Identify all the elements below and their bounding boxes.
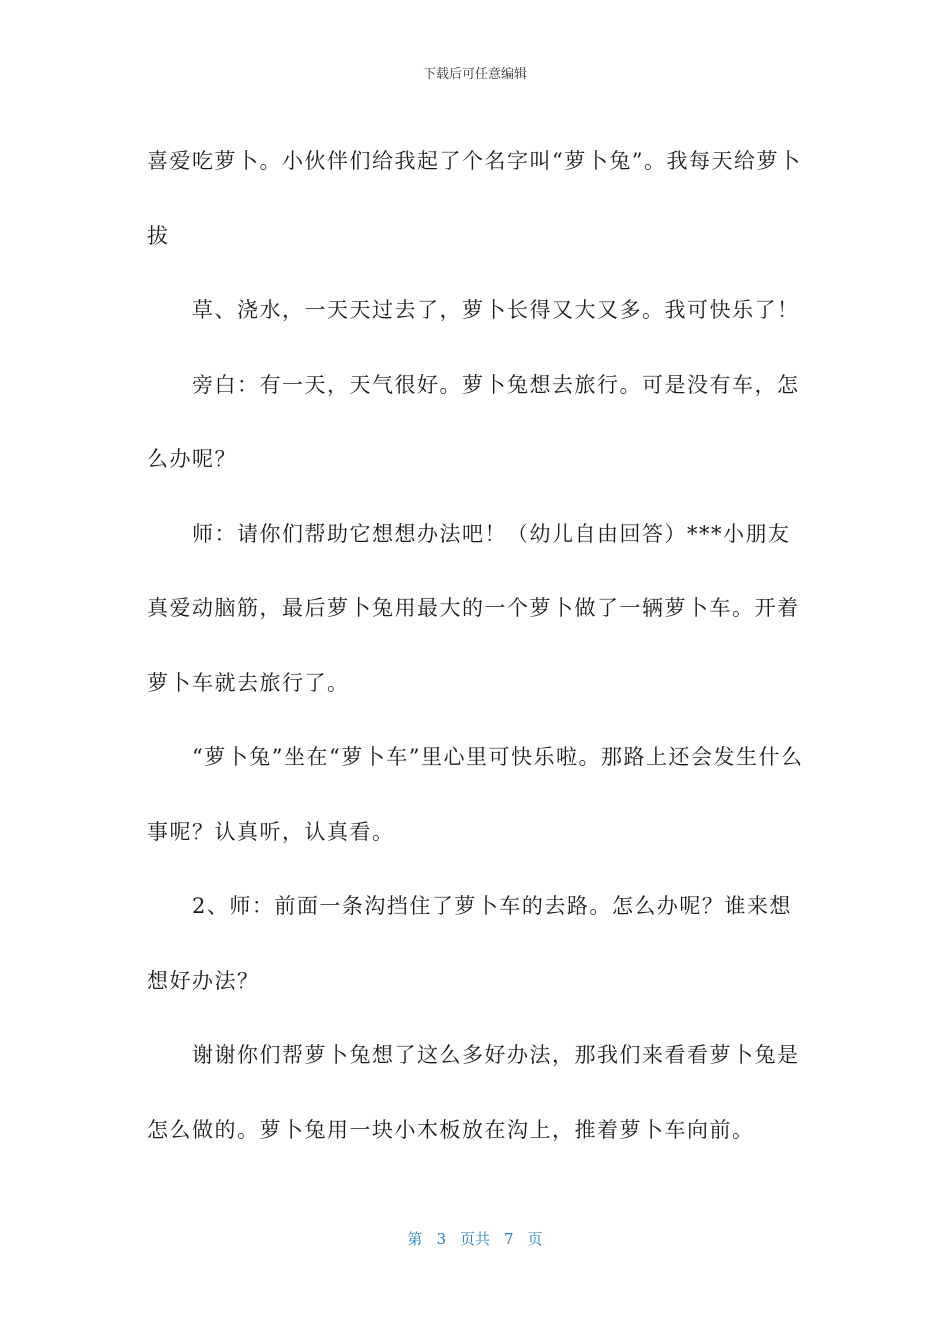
page-footer bbox=[0, 1229, 950, 1249]
document-body bbox=[147, 124, 807, 1167]
footer-label-page: 第 bbox=[407, 1230, 423, 1248]
header-text: 下载后可任意编辑 bbox=[422, 67, 527, 82]
page-header bbox=[0, 66, 950, 84]
footer-label-total-suffix: 页 bbox=[527, 1230, 543, 1248]
paragraph-4: 师：请你们帮助它想想办法吧！（幼儿自由回答）***小朋友真爱动脑筋，最后萝卜兔用最大的一个萝卜做了一辆萝卜车。开着萝卜车就去旅行了。 bbox=[147, 521, 800, 695]
paragraph-6: 2、师：前面一条沟挡住了萝卜车的去路。怎么办呢？谁来想想好办法？ bbox=[147, 894, 792, 993]
paragraph-1: 喜爱吃萝卜。小伙伴们给我起了个名字叫“萝卜兔”。我每天给萝卜拔 bbox=[147, 149, 802, 248]
footer-current-page: 3 bbox=[436, 1230, 446, 1248]
paragraph-2: 草、浇水，一天天过去了，萝卜长得又大又多。我可快乐了！ bbox=[192, 298, 800, 322]
paragraph-5: “萝卜兔”坐在“萝卜车”里心里可快乐啦。那路上还会发生什么事呢？认真听，认真看。 bbox=[147, 745, 804, 844]
paragraph-3: 旁白：有一天，天气很好。萝卜兔想去旅行。可是没有车，怎么办呢？ bbox=[147, 372, 800, 471]
paragraph-7: 谢谢你们帮萝卜兔想了这么多好办法，那我们来看看萝卜兔是怎么做的。萝卜兔用一块小木板放在沟上，推着萝卜车向前。 bbox=[147, 1043, 800, 1142]
footer-total-pages: 7 bbox=[504, 1230, 514, 1248]
footer-label-total-prefix: 页共 bbox=[459, 1230, 490, 1248]
